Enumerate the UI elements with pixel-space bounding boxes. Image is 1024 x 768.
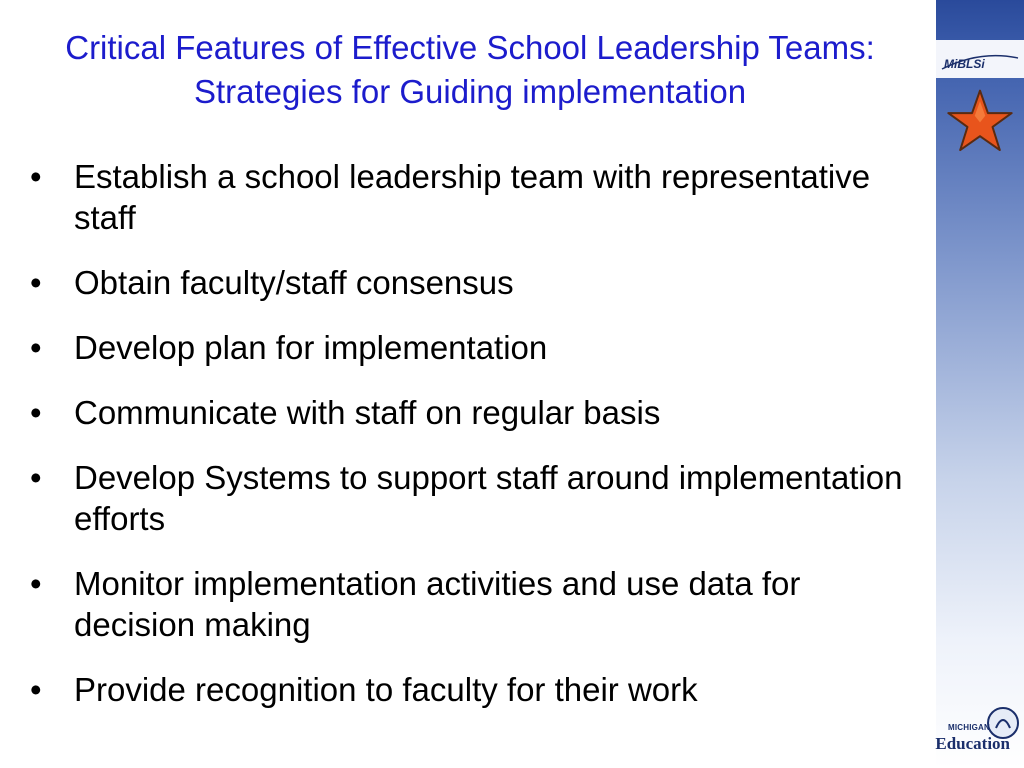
edu-logo-big-text: Education [935, 734, 1010, 753]
bullet-dot-icon: • [30, 394, 42, 431]
bullet-text: Develop Systems to support staff around implementation efforts [74, 459, 903, 537]
bullet-text: Monitor implementation activities and use data for decision making [74, 565, 801, 643]
edu-logo-small-text: MICHIGAN [947, 723, 990, 732]
bullet-text: Develop plan for implementation [74, 329, 548, 366]
bullet-dot-icon: • [30, 459, 42, 496]
bullet-text: Communicate with staff on regular basis [74, 394, 661, 431]
bullet-dot-icon: • [30, 565, 42, 602]
michigan-education-logo [930, 706, 1020, 762]
miblsi-logo [936, 40, 1024, 78]
bullet-dot-icon: • [30, 158, 42, 195]
bullet-item [26, 669, 906, 710]
bullet-text: Establish a school leadership team with representative staff [74, 158, 871, 236]
bullet-item [26, 262, 906, 303]
bullet-text: Obtain faculty/staff consensus [74, 264, 514, 301]
bullet-item [26, 327, 906, 368]
star-icon [947, 88, 1013, 154]
slide-title: Critical Features of Effective School Leadership Teams: Strategies for Guiding implementation [65, 29, 875, 110]
bullet-dot-icon: • [30, 329, 42, 366]
bullet-dot-icon: • [30, 671, 42, 708]
bullet-dot-icon: • [30, 264, 42, 301]
bullet-text: Provide recognition to faculty for their work [74, 671, 698, 708]
miblsi-logo-graphic [940, 44, 1020, 74]
bullet-item [26, 457, 906, 539]
sidebar-panel [936, 0, 1024, 768]
bullet-list [26, 156, 906, 734]
bullet-item [26, 156, 906, 238]
bullet-item [26, 392, 906, 433]
bullet-item [26, 563, 906, 645]
svg-text:MiBLSi: MiBLSi [944, 57, 985, 71]
